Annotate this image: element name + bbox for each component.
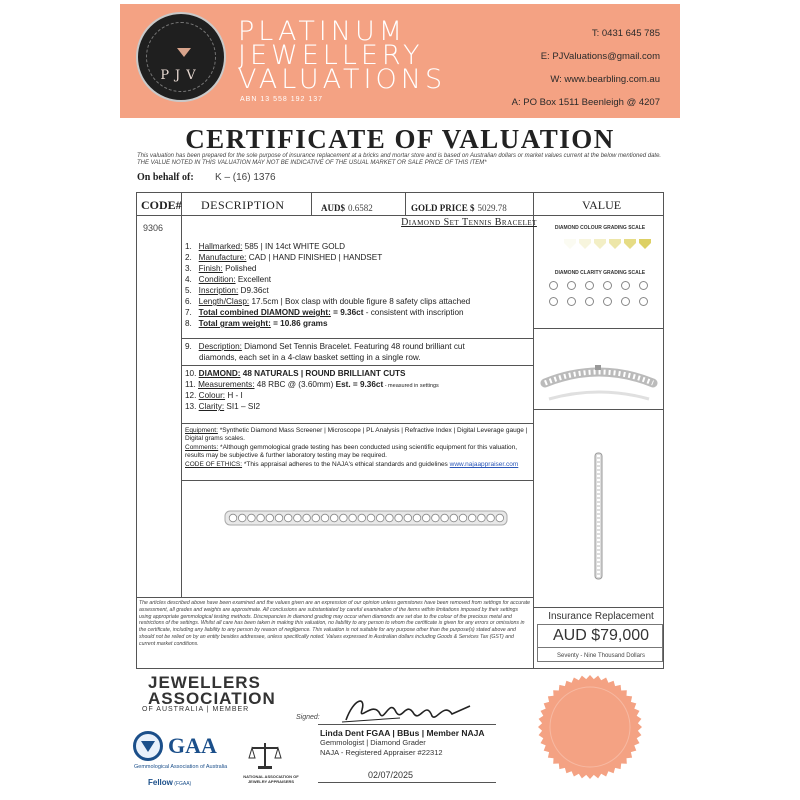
company-logo [136, 12, 226, 102]
contact-website[interactable]: W: www.bearbling.com.au [550, 74, 660, 85]
item-code: 9306 [143, 223, 164, 233]
on-behalf-label: On behalf of: [137, 172, 194, 183]
list-item: 6. Length/Clasp: 17.5cm | Box clasp with double figure 8 safety clips attached [185, 297, 471, 306]
list-item: 13. Clarity: SI1 – SI2 [185, 402, 261, 411]
list-item: 12. Colour: H - I [185, 391, 243, 400]
list-item: 2. Manufacture: CAD | HAND FINISHED | HANDSET [185, 253, 383, 262]
signature-line [318, 724, 496, 725]
colour-swatch [609, 239, 621, 249]
insurance-words: Seventy - Nine Thousand Dollars [557, 653, 645, 659]
list-item: 1. Hallmarked: 585 | IN 14ct WHITE GOLD [185, 242, 346, 251]
ja-logo-line-1: JEWELLERS [148, 673, 261, 692]
gold-price: GOLD PRICE $ 5029.78 [411, 203, 507, 213]
ethics-note: CODE OF ETHICS: *This appraisal adheres to the NAJA's ethical standards and guidelines www.najaappraiser.com [185, 461, 519, 468]
colour-swatch [594, 239, 606, 249]
clarity-dot [603, 281, 612, 290]
col-header-description: DESCRIPTION [201, 198, 285, 212]
insurance-amount: AUD $79,000 [552, 627, 650, 644]
clarity-dot [567, 297, 576, 306]
clarity-scale-title: DIAMOND CLARITY GRADING SCALE [554, 270, 646, 276]
diamond-icon [133, 731, 163, 761]
signer-role: Gemmologist | Diamond Grader [320, 738, 426, 747]
item-title: Diamond Set Tennis Bracelet [401, 217, 537, 228]
aud-rate: AUD$ 0.6582 [321, 203, 373, 213]
list-item: 4. Condition: Excellent [185, 275, 272, 284]
contact-phone: T: 0431 645 785 [591, 28, 660, 39]
list-item: 5. Inscription: D9.36ct [185, 286, 269, 295]
gaa-logo-text: GAA [168, 733, 217, 758]
insurance-label: Insurance Replacement [548, 611, 654, 622]
date-line [318, 782, 496, 783]
logo-text: PJV [160, 68, 202, 83]
on-behalf-value: K – (16) 1376 [215, 172, 276, 183]
certificate-title: CERTIFICATE OF VALUATION [185, 124, 615, 154]
brand-line-1: PLATINUM [238, 16, 407, 47]
brand-line-3: VALUATIONS [238, 64, 447, 95]
clarity-dot [603, 297, 612, 306]
purpose-disclaimer: This valuation has been prepared for the sole purpose of insurance replacement at a bricks and mortar store and is based on Australian dollars or market values current at the below mentioned date. [137, 153, 662, 159]
value-disclaimer: THE VALUE NOTED IN THIS VALUATION MAY NOT BE INDICATIVE OF THE USUAL MARKET OR SALE PRICE OF THIS ITEM* [137, 160, 487, 166]
gem-icon [177, 48, 191, 57]
clarity-dot [621, 297, 630, 306]
colour-swatch [579, 239, 591, 249]
clarity-dot [567, 281, 576, 290]
clarity-dot [639, 281, 648, 290]
col-header-value: VALUE [582, 198, 622, 212]
bracelet-photo-curved [539, 353, 659, 413]
list-item: 3. Finish: Polished [185, 264, 257, 273]
colour-swatch [639, 239, 651, 249]
clarity-dot [639, 297, 648, 306]
ja-logo-line-3: OF AUSTRALIA | MEMBER [142, 706, 250, 713]
valuation-table [136, 192, 664, 669]
legal-disclaimer: The articles described above have been examined and the values given are an expression of our opinion unless gemstones have been removed from settings for accurate assessment, all grades and weights are approximate. All conclusions are substantiated by careful examination of the items within limitations imposed by their settings using appropriate gemmological testing methods. Discrepancies in diamond grading may occur when diamonds are set due to the colour of the precious metal and restrictions of the settings. Whilst all care has been taken in making this valuation, no liability to any person to whom the certificate is given for any errors or omissions in the certificate, including any liability to any person by reason of negligence. This valuation is not suitable for any purpose other than the purpose(s) stated above and should not be relied on by an entity besides addressee, unless specifically noted. Values expressed in Australian dollars including Goods & Services Tax (GST) and current market conditions. [139, 600, 531, 647]
comments-note: Comments: *Although gemmological grade testing has been conducted using scientific equipment for this valuation, results may be subjective & further laboratory testing may be required. [185, 444, 518, 460]
signer-name: Linda Dent FGAA | BBus | Member NAJA [320, 728, 485, 738]
list-item: 11. Measurements: 48 RBC @ (3.60mm) Est. = 9.36ct - measured in settings [185, 380, 439, 389]
list-item: 8. Total gram weight: = 10.86 grams [185, 319, 328, 328]
clarity-dot [585, 297, 594, 306]
clarity-dot [549, 297, 558, 306]
list-item: 10. DIAMOND: 48 NATURALS | ROUND BRILLIANT CUTS [185, 369, 406, 378]
list-item-description-cont: diamonds, each set in a 4-claw basket setting in a single row. [199, 353, 421, 362]
colour-swatch [624, 239, 636, 249]
colour-swatch [564, 239, 576, 249]
scales-icon [247, 740, 283, 770]
ja-logo-line-2: ASSOCIATION [148, 689, 276, 708]
colour-swatch [549, 239, 561, 249]
gaa-subtitle: Gemmological Association of Australia [134, 764, 228, 770]
clarity-dot [585, 281, 594, 290]
letterhead-banner [120, 4, 680, 118]
contact-address: A: PO Box 1511 Beenleigh @ 4207 [511, 97, 660, 108]
col-header-code: CODE# [141, 198, 182, 212]
bracelet-photo-horizontal [221, 503, 511, 533]
abn-number: ABN 13 558 192 137 [240, 96, 323, 103]
naja-logo-text: NATIONAL ASSOCIATION OF JEWELRY APPRAISERS [243, 774, 299, 784]
bracelet-photo-vertical [589, 451, 609, 583]
fellow-label: Fellow (FGAA) [148, 778, 192, 787]
brand-line-2: JEWELLERY [238, 40, 424, 71]
equipment-note: Equipment: *Synthetic Diamond Mass Screener | Microscope | PL Analysis | Refractive Index | Digital Leverage gauge | Digital grams scales. [185, 427, 528, 443]
clarity-dot [621, 281, 630, 290]
colour-scale-title: DIAMOND COLOUR GRADING SCALE [554, 225, 646, 231]
signer-registration: NAJA - Registered Appraiser #22312 [320, 748, 443, 757]
signed-label: Signed: [296, 714, 320, 721]
signature [340, 692, 490, 726]
company-seal [537, 674, 643, 780]
clarity-dot [549, 281, 558, 290]
contact-email[interactable]: E: PJValuations@gmail.com [540, 51, 660, 62]
list-item: 7. Total combined DIAMOND weight: = 9.36ct - consistent with inscription [185, 308, 464, 317]
naja-link[interactable]: www.najaappraiser.com [449, 461, 519, 468]
signature-date: 02/07/2025 [368, 770, 414, 780]
list-item-description: 9. Description: Diamond Set Tennis Bracelet. Featuring 48 round brilliant cut [185, 342, 465, 351]
